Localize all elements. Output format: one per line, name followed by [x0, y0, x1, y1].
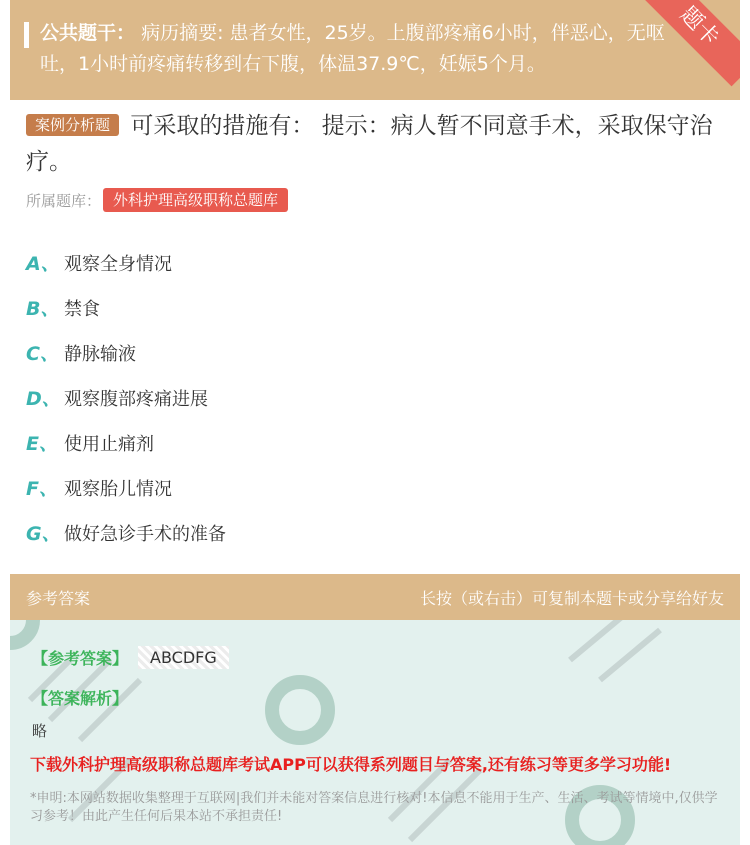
stem-label: 公共题干： — [40, 22, 136, 44]
option-text: 观察胎儿情况 — [64, 478, 172, 500]
options-list — [26, 240, 726, 555]
option-letter: G、 — [26, 523, 61, 545]
option-d[interactable] — [26, 375, 726, 420]
option-e[interactable] — [26, 420, 726, 465]
option-letter: F、 — [26, 478, 58, 500]
stem-text-block — [40, 18, 676, 80]
explanation-text: 略 — [32, 722, 48, 740]
stem-accent-bar — [24, 22, 29, 48]
option-text: 观察全身情况 — [64, 253, 172, 275]
option-text: 静脉输液 — [64, 343, 136, 365]
option-f[interactable] — [26, 465, 726, 510]
question-type-badge: 案例分析题 — [26, 114, 119, 136]
option-letter: E、 — [26, 433, 58, 455]
explanation-label: 【答案解析】 — [32, 689, 129, 708]
option-letter: D、 — [26, 388, 61, 410]
option-a[interactable] — [26, 240, 726, 285]
stem-panel — [10, 0, 740, 100]
answer-header-title: 参考答案 — [26, 588, 91, 608]
answer-line — [32, 646, 229, 669]
option-g[interactable] — [26, 510, 726, 555]
answer-panel — [10, 620, 740, 845]
option-b[interactable] — [26, 285, 726, 330]
disclaimer-text: *申明:本网站数据收集整理于互联网|我们并未能对答案信息进行核对!本信息不能用于生产、生活、考试等情境中,仅供学习参考！由此产生任何后果本站不承担责任! — [30, 791, 718, 824]
bank-row — [26, 188, 288, 212]
option-text: 观察腹部疼痛进展 — [64, 388, 208, 410]
bank-label: 所属题库： — [26, 191, 102, 210]
option-letter: A、 — [26, 253, 60, 275]
corner-ribbon-wrap — [640, 0, 740, 100]
question-text-block — [26, 108, 726, 180]
answer-label: 【参考答案】 — [32, 649, 129, 668]
bank-tag-link[interactable]: 外科护理高级职称总题库 — [103, 188, 288, 212]
app-download-promo[interactable]: 下载外科护理高级职称总题库考试APP可以获得系列题目与答案,还有练习等更多学习功能! — [30, 755, 672, 774]
stem-content: 病历摘要: 患者女性，25岁。上腹部疼痛6小时，伴恶心，无呕吐，1小时前疼痛转移到右下腹，体温37.9℃，妊娠5个月。 — [40, 22, 665, 75]
corner-ribbon: 题卡 — [640, 0, 740, 86]
share-hint: 长按（或右击）可复制本题卡或分享给好友 — [419, 588, 724, 608]
option-text: 做好急诊手术的准备 — [64, 523, 226, 545]
answer-header-bar — [10, 574, 740, 620]
answer-value: ABCDFG — [138, 646, 229, 669]
question-text: 可采取的措施有： 提示：病人暂不同意手术，采取保守治疗。 — [26, 113, 713, 175]
option-text: 禁食 — [64, 298, 100, 320]
option-c[interactable] — [26, 330, 726, 375]
option-letter: C、 — [26, 343, 59, 365]
option-letter: B、 — [26, 298, 60, 320]
option-text: 使用止痛剂 — [64, 433, 154, 455]
